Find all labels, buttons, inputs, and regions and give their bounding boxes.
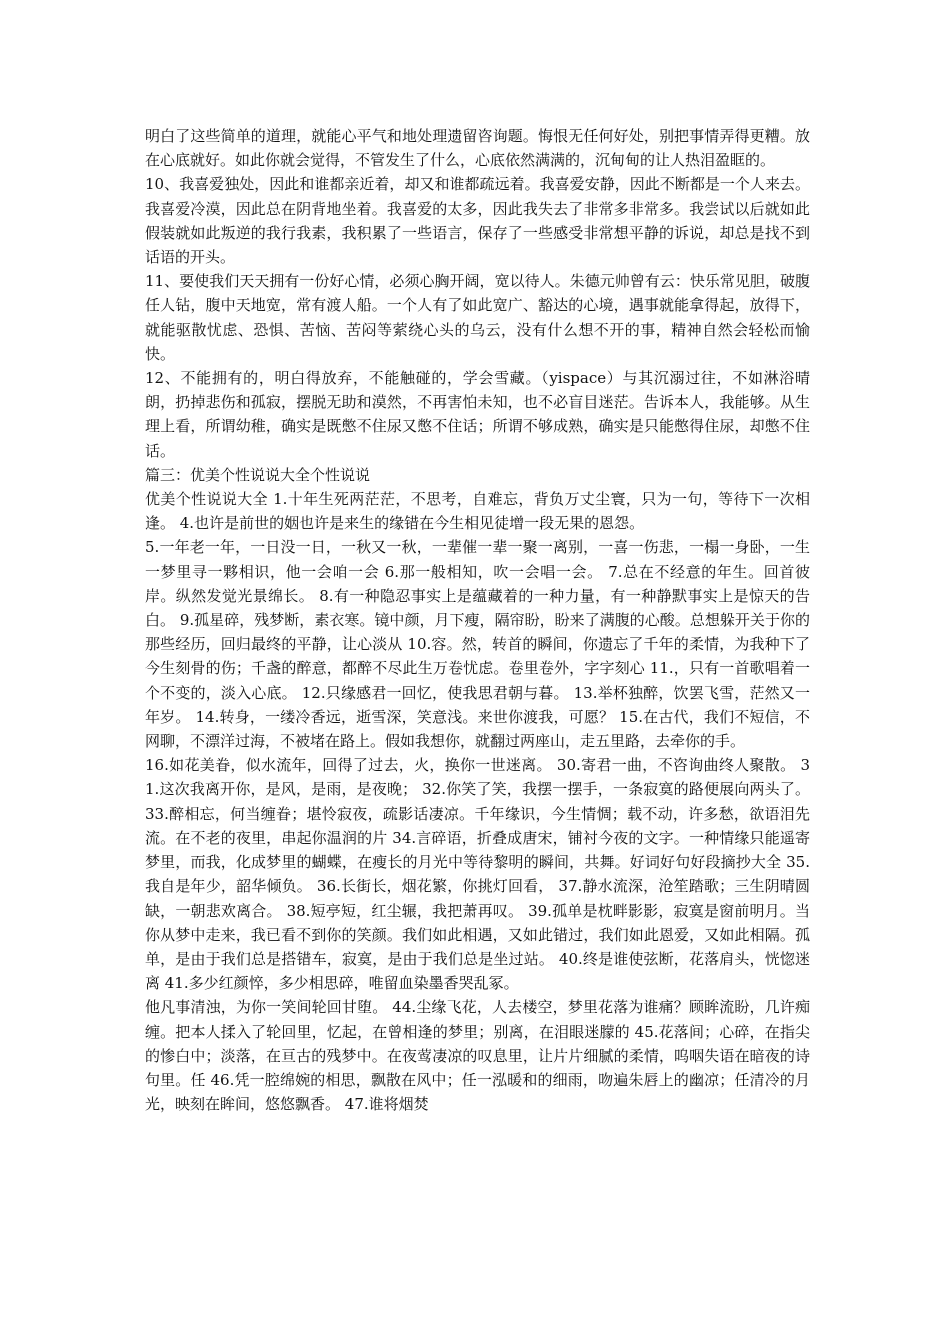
document-page: [145, 124, 810, 1116]
section-paragraph-1: 优美个性说说大全 1.十年生死两茫茫，不思考，自难忘，背负万丈尘寰，只为一句，等待下一次相逢。 4.也许是前世的姻也许是来生的缘错在今生相见徒增一段无果的恩怨。: [145, 490, 810, 533]
section-paragraph-3: 16.如花美眷，似水流年，回得了过去，火，换你一世迷离。 30.寄君一曲，不咨询曲终人聚散。 31.这次我离开你，是风，是雨，是夜晚； 32.你笑了笑，我摆一摆手，一条寂寞的路便展向两头了。 33.醉相忘，何当缠眷；堪怜寂夜，疏影话凄凉。千年缘识，今生情惆；载不动，许多愁，欲语泪先流。在不老的夜里，串起你温润的片 34.言碎语，折叠成唐宋，铺衬今夜的文字。一种情缘只能遥寄梦里，而我，化成梦里的蝴蝶，在瘦长的月光中等待黎明的瞬间，共舞。好词好句好段摘抄大全 35.我自是年少，韶华倾负。 36.长街长，烟花繁，你挑灯回看， 37.静水流深，沧笙踏歌；三生阴晴圆缺，一朝悲欢离合。 38.短亭短，红尘辗，我把萧再叹。 39.孤单是枕畔影影，寂寞是窗前明月。当你从梦中走来，我已看不到你的笑颜。我们如此相遇，又如此错过，我们如此恩爱，又如此相隔。孤单，是由于我们总是搭错车，寂寞，是由于我们总是坐过站。 40.终是谁使弦断，花落肩头，恍惚迷离 41.多少红颜悴，多少相思碎，唯留血染墨香哭乱冢。: [145, 756, 810, 993]
section-paragraph-2: 5.一年老一年，一日没一日，一秋又一秋，一辈催一辈一聚一离别，一喜一伤悲，一榻一身卧，一生一梦里寻一夥相识，他一会咱一会 6.那一般相知，吹一会唱一会。 7.总在不经意的年生。回首彼岸。纵然发觉光景绵长。 8.有一种隐忍事实上是蕴藏着的一种力量，有一种静默事实上是惊天的告白。 9.孤星碎，残梦断，素衣寒。镜中颜，月下瘦，隔帘盼，盼来了满腹的心酸。总想躲开关于你的那些经历，回归最终的平静，让心淡从 10.容。然，转首的瞬间，你遗忘了千年的柔情，为我种下了今生刻骨的伤；千盏的醉意，都醉不尽此生万卷忧虑。卷里卷外，字字刻心 11.，只有一首歌唱着一个不变的，淡入心底。 12.只缘感君一回忆，使我思君朝与暮。 13.举杯独醉，饮罢飞雪，茫然又一年岁。 14.转身，一缕冷香远，逝雪深，笑意浅。来世你渡我，可愿？ 15.在古代，我们不短信，不网聊，不漂洋过海，不被堵在路上。假如我想你，就翻过两座山，走五里路，去牵你的手。: [145, 538, 810, 751]
paragraph-12: 12、不能拥有的，明白得放弃，不能触碰的，学会雪藏。（yispace）与其沉溺过往，不如淋浴晴朗，扔掉悲伤和孤寂，摆脱无助和漠然，不再害怕未知，也不必盲目迷茫。告诉本人，我能够。从生理上看，所谓幼稚，确实是既憋不住尿又憋不住话；所谓不够成熟，确实是只能憋得住尿，却憋不住话。: [145, 369, 810, 460]
paragraph-1: 明白了这些简单的道理，就能心平气和地处理遗留咨询题。悔恨无任何好处，别把事情弄得更糟。放在心底就好。如此你就会觉得，不管发生了什么，心底依然满满的，沉甸甸的让人热泪盈眶的。: [145, 127, 810, 170]
paragraph-10: 10、我喜爱独处，因此和谁都亲近着，却又和谁都疏远着。我喜爱安静，因此不断都是一个人来去。我喜爱冷漠，因此总在阴背地坐着。我喜爱的太多，因此我失去了非常多非常多。我尝试以后就如此假装就如此叛逆的我行我素，我积累了一些语言，保存了一些感受非常想平静的诉说，却总是找不到话语的开头。: [145, 175, 810, 267]
section-heading: 篇三：优美个性说说大全个性说说: [145, 465, 371, 484]
paragraph-11: 11、要使我们天天拥有一份好心情，必须心胸开阔，宽以待人。朱德元帅曾有云：快乐常见胆，破腹任人钻，腹中天地宽，常有渡人船。一个人有了如此宽广、豁达的心境，遇事就能拿得起，放得下，就能驱散忧虑、恐惧、苦恼、苦闷等萦绕心头的乌云，没有什么想不开的事，精神自然会轻松而愉快。: [145, 272, 810, 363]
section-paragraph-4: 他凡事清浊，为你一笑间轮回甘堕。 44.尘缘飞花，人去楼空，梦里花落为谁痛？顾眸流盼，几许痴缠。把本人揉入了轮回里，忆起，在曾相逢的梦里；别离，在泪眼迷朦的 45.花落间；心碎，在指尖的惨白中；淡落，在亘古的残梦中。在夜莺凄凉的叹息里，让片片细腻的柔情，呜咽失语在暗夜的诗句里。任 46.凭一腔绵婉的相思，飘散在风中；任一泓暖和的细雨，吻遍朱唇上的幽凉；任清冷的月光，映刻在眸间，悠悠飘香。 47.谁将烟焚: [145, 998, 810, 1114]
